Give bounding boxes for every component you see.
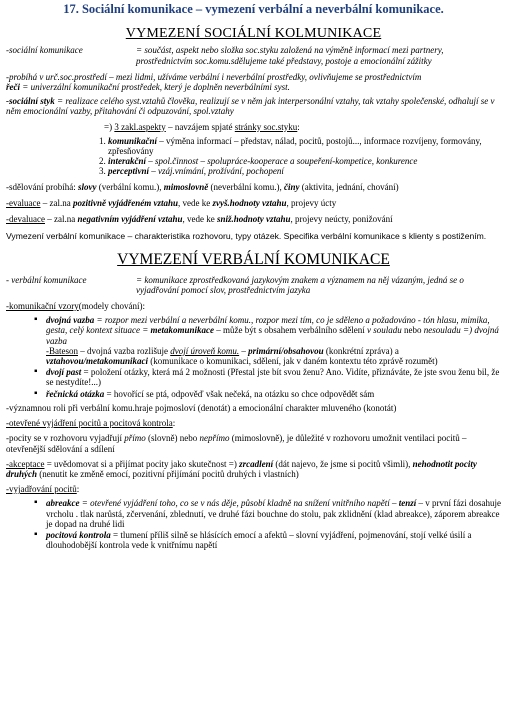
text-span: , projevy neúcty, ponižování (290, 214, 393, 225)
text-span: stránky soc.styku (234, 121, 298, 132)
text-span: dvojná vazba (46, 315, 95, 326)
text-span: vztahovou/metakomunikaci (46, 356, 149, 367)
text-span: : (76, 484, 80, 495)
definition-label: -sociální komunikace (6, 45, 83, 56)
paragraph-vyznamnou: -významnou roli při verbální komu.hraje pojmosloví (denotát) a emocionální charakter mluveného (konotát) (6, 402, 397, 413)
list-item (46, 530, 501, 550)
text-span: -Bateson (46, 345, 78, 356)
text-span: = tlumení příliš silně se hlásících emocí a afektů – slovní vyjádření, pojmenování, stojí velké úsilí a dlouhodobější kontrola vede k vnitřnímu napětí (46, 529, 472, 551)
text-span: = položení otázky, která má 2 možnosti (Přestal jste bít svou ženu? Ano. Vidíte, přiznáváte, že jste svou ženu bil, že se nestydíte!...) (46, 367, 500, 388)
text-span: řeči (6, 82, 20, 93)
paragraph-sdelovani (6, 182, 501, 192)
list-item (46, 498, 501, 529)
text-span: (neverbální komu.), (208, 181, 284, 192)
text-span: – výměna informací – představ, nálad, pocitů, postojů..., informace rozvíjeny, formovány, zpřesňovány (108, 135, 482, 157)
text-span: = realizace celého syst.vztahů člověka, realizují se v něm jak interpersonální vztahy, tak vztahy společenské, odhalují se v něm emocionální vazby, přitahování či odpuzování, spol.vztahy (6, 96, 495, 117)
paragraph-probiha (6, 72, 501, 92)
text-span: – v první fázi dosahuje vrcholu . tlak narůstá, zčervenání, zblednutí, ve druhé fázi bouchne do stolu, pak zklidnění (klad abreakce), záporem abreakce je dopad na druhé lidi (46, 498, 502, 529)
definition-label: - verbální komunikace (6, 274, 87, 285)
text-span: sniž.hodnoty vztahu (216, 214, 291, 225)
text-span: tenzí (398, 498, 417, 509)
definition-body: = komunikace zprostředkovaná jazykovým znakem a významem na něj vázaným, jedná se o vyjadřování pomocí slov, prostřednictvím jazyka (136, 274, 464, 295)
definition-body: = součást, aspekt nebo složka soc.styku založená na výměně informací mezi partnery, prostřednictvím soc.komu.sdělujeme také představy, postoje a emocionální zážitky (136, 45, 444, 66)
text-span: -sociální styk (6, 96, 55, 107)
text-span: – mezi lidmi, užíváme verbální i neverbální prostředky, ovlivňujeme se prostřednictvím (106, 71, 422, 82)
text-span: -probíhá v urč.soc.prostředí (6, 71, 107, 82)
paragraph-akceptace (6, 459, 501, 479)
vyjadrovani-list (6, 498, 501, 550)
text-span: perceptivní (108, 166, 149, 177)
paragraph-evaluace (6, 198, 501, 208)
text-span: (konkrétní zpráva) a (323, 345, 399, 356)
text-span: – (239, 345, 249, 356)
text-span: (slovně) nebo (145, 433, 200, 444)
list-item (108, 136, 501, 156)
paragraph-vzory (6, 301, 501, 311)
text-span: metakomunikace (150, 325, 215, 336)
text-span: 3 zakl.aspekty (114, 121, 166, 132)
text-span: (mimoslovně), je důležité v rozhovoru umožnit ventilaci pocitů – otevřenější sdělování a sdílení (6, 433, 467, 454)
text-span: řečnická otázka (46, 388, 105, 399)
text-span: v souladu (367, 325, 402, 336)
text-span: -vyjadřování pocitů (6, 484, 77, 495)
vzory-list (6, 315, 501, 399)
paragraph-aspekty (6, 122, 501, 132)
text-span: – zal.na (44, 214, 78, 225)
text-span: negativním vyjádření vztahu (77, 214, 183, 225)
list-item (108, 166, 501, 176)
text-span: : (172, 418, 176, 429)
list-item (46, 367, 501, 387)
text-span: = hovořící se ptá, odpověď však nečeká, na otázku so chce odpovědět sám (104, 388, 375, 399)
text-span: nepřímo (199, 433, 230, 444)
paragraph-vymezeni: Vymezení verbální komunikace – charakteristika rozhovoru, typy otázek. Specifika verbální komunikace s klienty s postižením. (6, 231, 487, 242)
text-span: přímo (124, 433, 146, 444)
text-span: = uvědomovat si a přijímat pocity jako skutečnost =) (44, 458, 240, 469)
text-span: (aktivita, jednání, chování) (299, 181, 399, 192)
text-span: – může být s obsahem verbálního sdělení (214, 325, 368, 336)
text-span: -sdělování probíhá: (6, 181, 78, 192)
text-span: nebo (401, 325, 424, 336)
text-span: -akceptace (6, 458, 45, 469)
section-heading-verbal: VYMEZENÍ VERBÁLNÍ KOMUNIKACE (117, 251, 390, 269)
aspekty-list (6, 136, 501, 177)
text-span: = rozpor mezi verbální a neverbální komu., rozpor mezi tím, co je sděleno a požadováno - tón hlasu, mimika, gesta, celý kontext situace = (46, 315, 490, 336)
text-span: – spol.činnost – spolupráce-kooperace a soupeření-kompetice, konkurence (146, 156, 418, 167)
text-span: abreakce (46, 498, 80, 509)
text-span: – navzájem spjaté (165, 121, 235, 132)
text-span: : (297, 121, 300, 132)
list-item (46, 389, 501, 399)
text-span: =) (104, 121, 115, 132)
paragraph-socialni-styk (6, 96, 501, 116)
paragraph-vyjadrovani (6, 484, 501, 494)
list-item (46, 315, 501, 366)
definition-social-communication (6, 45, 501, 65)
text-span: -evaluace (6, 197, 41, 208)
text-span: nesouladu (423, 325, 461, 336)
text-span: dvojí past (46, 367, 82, 378)
text-span: (modely chování): (78, 301, 145, 312)
text-span: pozitivně vyjádřeném vztahu (72, 197, 178, 208)
text-span: (komunikace o komunikaci, sdělení, jak v daném kontextu této zprávě rozumět) (148, 356, 438, 367)
text-span: – dvojná vazba rozlišuje (78, 345, 171, 356)
page-title: 17. Sociální komunikace – vymezení verbální a neverbální komunikace. (63, 2, 444, 16)
list-item (108, 156, 501, 166)
text-span: nehodnotit pocity druhých (6, 458, 477, 479)
text-span: (nenutit ke změně emocí, pozitivní přijímání pocitů druhých i vlastních) (37, 468, 299, 479)
text-span: dvojí úroveň komu. (170, 345, 240, 356)
section-heading-social: VYMEZENÍ SOCIÁLNÍ KOLMUNIKACE (125, 26, 382, 42)
text-span: = otevřené vyjádření toho, co se v nás děje, působí kladně na snížení vnitřního napětí – (79, 498, 399, 509)
text-span: , vede ke (182, 214, 217, 225)
text-span: komunikační (108, 135, 158, 146)
text-span: (dát najevo, že jsme si pocitů všimli), (273, 458, 413, 469)
text-span: primární/obsahovou (248, 345, 324, 356)
text-span: činy (283, 181, 300, 192)
definition-verbal-communication (6, 275, 501, 295)
text-span: mimoslovně (163, 181, 209, 192)
paragraph-pocity (6, 433, 501, 453)
text-span: slovy (77, 181, 97, 192)
text-span: -komunikační vzory (6, 301, 79, 312)
text-span: interakční (108, 156, 147, 167)
text-span: – vzáj.vnímání, prožívání, pochopení (149, 166, 284, 177)
text-span: , vede ke (177, 197, 213, 208)
paragraph-devaluace (6, 214, 501, 224)
text-span: pocitová kontrola (46, 529, 111, 540)
text-span: -otevřené vyjádření pocitů a pocitová kontrola (6, 418, 173, 429)
text-span: zvyš.hodnoty vztahu (212, 197, 287, 208)
text-span: =) dvojná vazba (46, 325, 499, 346)
text-span: zrcadlení (239, 458, 274, 469)
text-span: -devaluace (6, 214, 45, 225)
text-span: = univerzální komunikační prostředek, který je doplněn neverbálními syst. (20, 82, 290, 93)
text-span: -pocity se v rozhovoru vyjadřují (6, 433, 125, 444)
text-span: , projevy úcty (286, 197, 337, 208)
text-span: – zal.na (40, 197, 73, 208)
paragraph-otevrene (6, 418, 501, 428)
text-span: (verbální komu.), (96, 181, 164, 192)
